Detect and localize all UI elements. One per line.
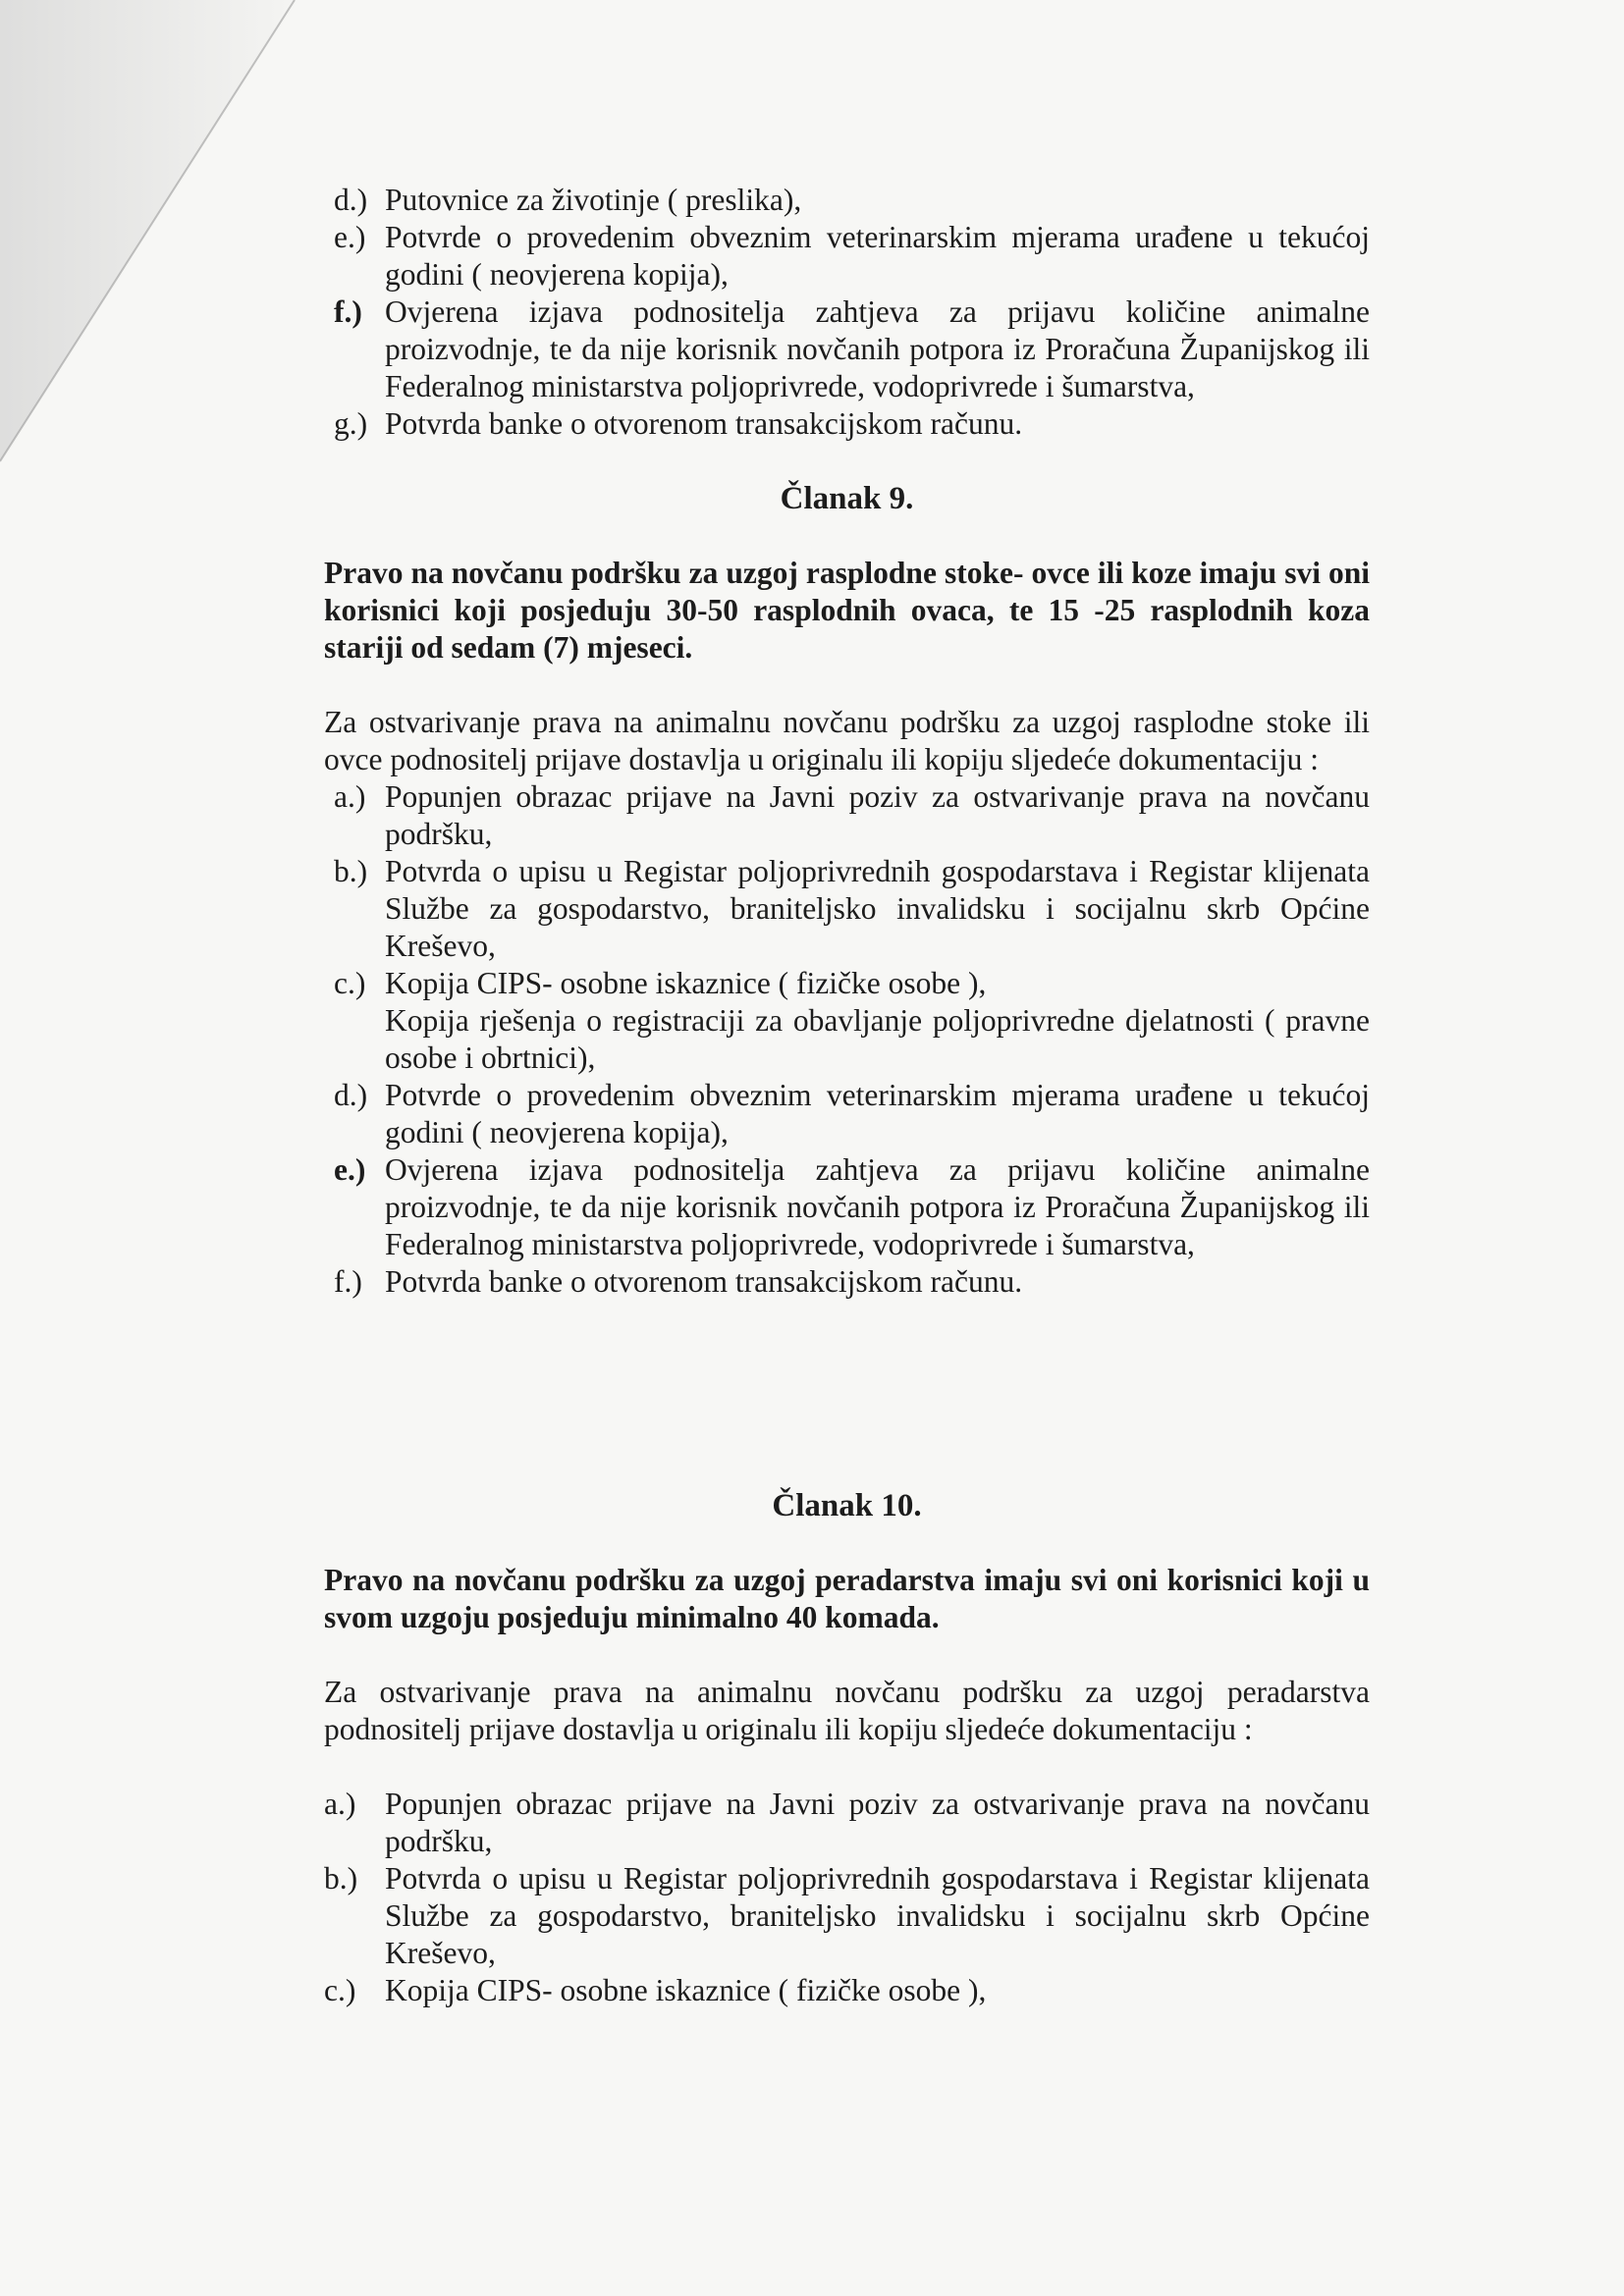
article-9-bold-paragraph: Pravo na novčanu podršku za uzgoj rasplodne stoke- ovce ili koze imaju svi oni korisnici koji posjeduju 30-50 rasplodnih ovaca, te 15 -25 rasplodnih koza stariji od sedam (7) mjeseci.	[324, 556, 1370, 665]
list-item	[334, 1263, 1370, 1301]
list-item	[334, 294, 1370, 405]
list-text: Potvrda banke o otvorenom transakcijskom računu.	[385, 406, 1023, 441]
list-marker: a.)	[334, 779, 366, 814]
list-marker: c.)	[334, 966, 366, 1000]
list-item	[334, 1077, 1370, 1151]
list-text: Kopija rješenja o registraciji za obavljanje poljoprivredne djelatnosti ( pravne osobe i obrtnici),	[385, 1003, 1370, 1075]
list-top	[324, 182, 1370, 443]
list-item	[334, 853, 1370, 965]
list-item	[324, 1860, 1370, 1972]
list-marker: e.)	[334, 220, 366, 254]
list-text: Potvrda o upisu u Registar poljoprivrednih gospodarstava i Registar klijenata Službe za gospodarstvo, braniteljsko invalidsku i socijalnu skrb Općine Kreševo,	[385, 1861, 1370, 1970]
list-text: Putovnice za životinje ( preslika),	[385, 183, 802, 217]
article-9-list	[324, 778, 1370, 1301]
list-marker: d.)	[334, 1078, 368, 1112]
list-marker: e.)	[334, 1152, 366, 1187]
list-item	[324, 1786, 1370, 1860]
list-text: Popunjen obrazac prijave na Javni poziv za ostvarivanje prava na novčanu podršku,	[385, 779, 1370, 851]
list-text: Kopija CIPS- osobne iskaznice ( fizičke osobe ),	[385, 966, 987, 1000]
article-9-heading: Članak 9.	[780, 481, 914, 516]
list-marker: f.)	[334, 294, 362, 329]
list-text: Potvrda o upisu u Registar poljoprivrednih gospodarstava i Registar klijenata Službe za gospodarstvo, braniteljsko invalidsku i socijalnu skrb Općine Kreševo,	[385, 854, 1370, 963]
list-text: Potvrda banke o otvorenom transakcijskom računu.	[385, 1264, 1023, 1299]
list-text: Popunjen obrazac prijave na Javni poziv za ostvarivanje prava na novčanu podršku,	[385, 1787, 1370, 1858]
list-text: Ovjerena izjava podnositelja zahtjeva za prijavu količine animalne proizvodnje, te da nije korisnik novčanih potpora iz Proračuna Županijskog ili Federalnog ministarstva poljoprivrede, vodoprivrede i šumarstva,	[385, 1152, 1370, 1261]
list-marker: g.)	[334, 406, 368, 441]
list-text: Potvrde o provedenim obveznim veterinarskim mjerama urađene u tekućoj godini ( neovjerena kopija),	[385, 220, 1370, 292]
list-marker: a.)	[324, 1787, 356, 1821]
list-item	[324, 1972, 1370, 2009]
list-item	[334, 1002, 1370, 1077]
list-item	[334, 405, 1370, 443]
article-10-list	[324, 1786, 1370, 2009]
list-marker: b.)	[334, 854, 368, 888]
article-9-intro: Za ostvarivanje prava na animalnu novčanu podršku za uzgoj rasplodne stoke ili ovce podnositelj prijave dostavlja u originalu ili kopiju sljedeće dokumentaciju :	[324, 705, 1370, 776]
list-item	[334, 182, 1370, 219]
list-item	[334, 1151, 1370, 1263]
list-marker: c.)	[324, 1973, 356, 2007]
list-item	[334, 219, 1370, 294]
list-text: Potvrde o provedenim obveznim veterinarskim mjerama urađene u tekućoj godini ( neovjerena kopija),	[385, 1078, 1370, 1149]
list-marker: b.)	[324, 1861, 358, 1896]
list-text: Ovjerena izjava podnositelja zahtjeva za prijavu količine animalne proizvodnje, te da nije korisnik novčanih potpora iz Proračuna Županijskog ili Federalnog ministarstva poljoprivrede, vodoprivrede i šumarstva,	[385, 294, 1370, 403]
document-body	[324, 182, 1370, 2009]
list-text: Kopija CIPS- osobne iskaznice ( fizičke osobe ),	[385, 1973, 987, 2007]
article-10-intro: Za ostvarivanje prava na animalnu novčanu podršku za uzgoj peradarstva podnositelj prijave dostavlja u originalu ili kopiju sljedeće dokumentaciju :	[324, 1675, 1370, 1746]
list-marker: f.)	[334, 1264, 362, 1299]
article-10-bold-paragraph: Pravo na novčanu podršku za uzgoj peradarstva imaju svi oni korisnici koji u svom uzgoju posjeduju minimalno 40 komada.	[324, 1563, 1370, 1634]
list-marker: d.)	[334, 183, 368, 217]
article-10-heading: Članak 10.	[772, 1488, 922, 1523]
page-fold-shadow	[0, 0, 324, 471]
list-item	[334, 778, 1370, 853]
list-item	[334, 965, 1370, 1002]
